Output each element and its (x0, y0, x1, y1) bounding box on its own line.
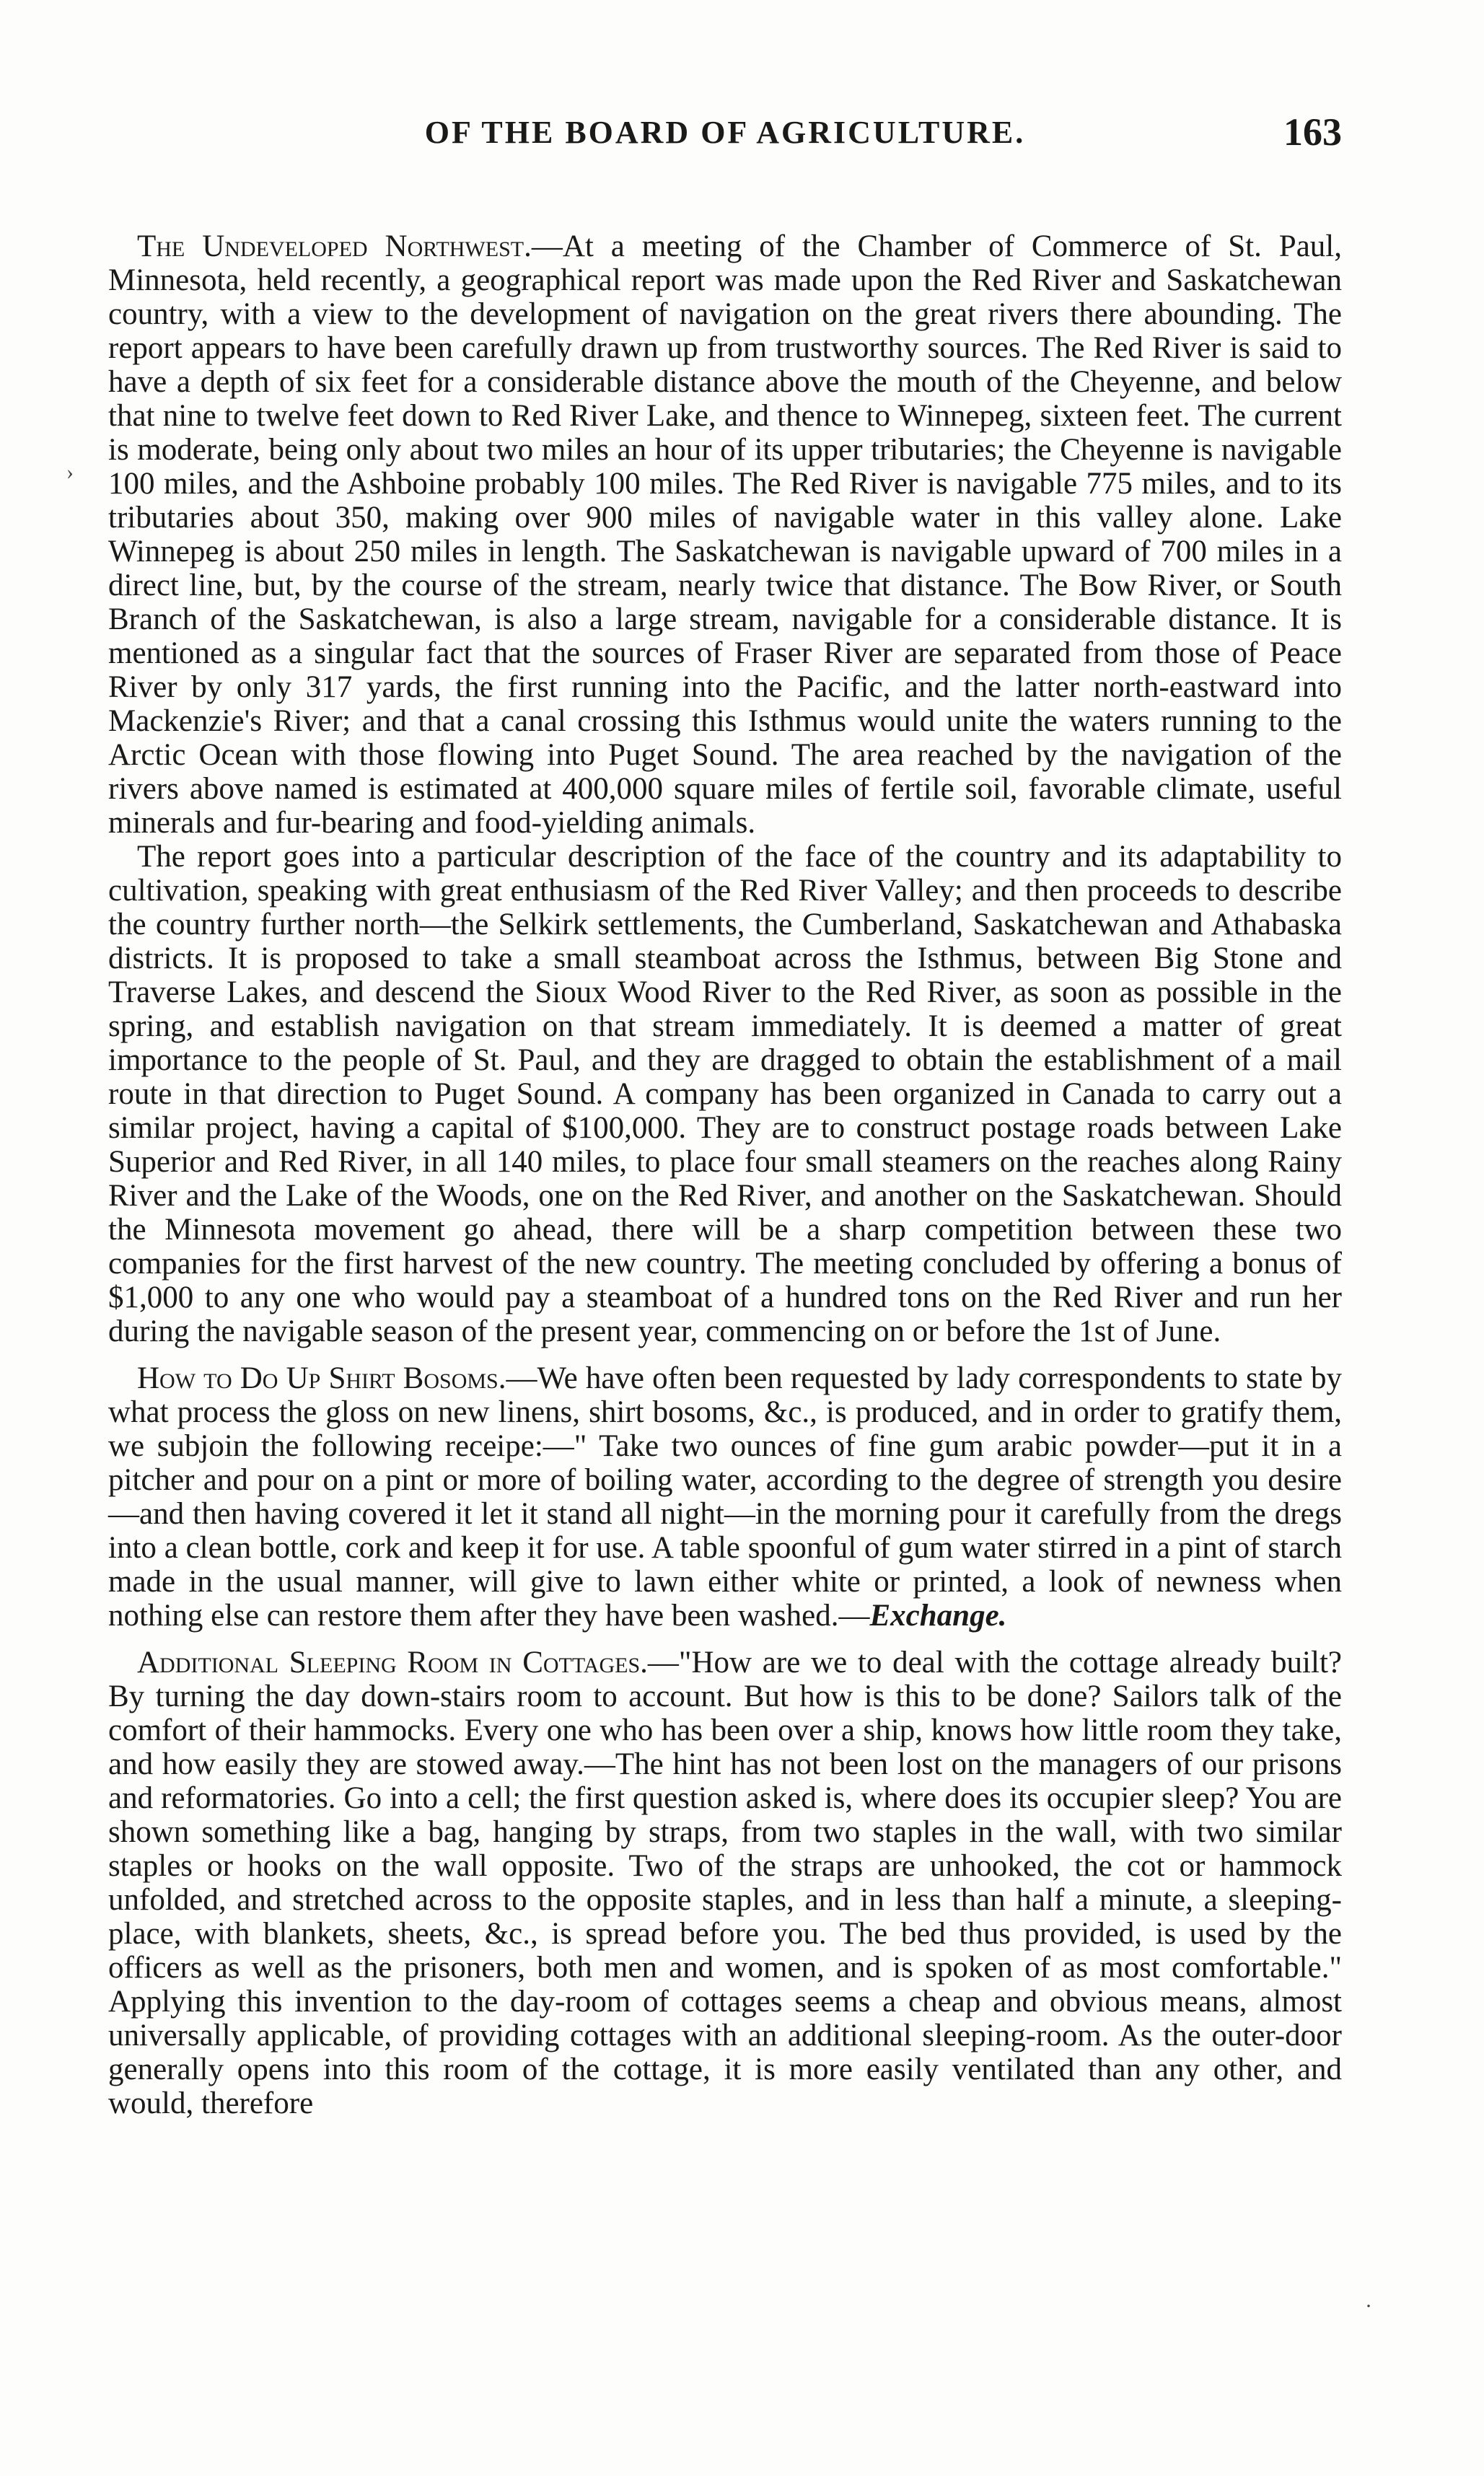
body-text (108, 229, 1342, 2133)
article-paragraph (108, 1361, 1342, 1633)
margin-mark: › (66, 460, 74, 484)
article-shirt-bosoms (108, 1361, 1342, 1633)
article-paragraph (108, 1646, 1342, 2120)
article-headline: Additional Sleeping Room in Cottages. (137, 1646, 648, 1680)
article-paragraph (108, 229, 1342, 840)
article-undeveloped-northwest (108, 229, 1342, 1348)
paragraph-text: —At a meeting of the Chamber of Commerce of St. Paul, Minnesota, held recently, a geographical report was made upon the Red River and Saskatchewan country, with a view to the development of navigation on the great rivers there abounding. The report appears to have been carefully drawn up from trustworthy sources. The Red River is said to have a depth of six feet for a considerable distance above the mouth of the Cheyenne, and below that nine to twelve feet down to Red River Lake, and thence to Winnepeg, sixteen feet. The current is moderate, being only about two miles an hour of its upper tributaries; the Cheyenne is navigable 100 miles, and the Ashboine probably 100 miles. The Red River is navigable 775 miles, and to its tributaries about 350, making over 900 miles of navigable water in this valley alone. Lake Winnepeg is about 250 miles in length. The Saskatchewan is navigable upward of 700 miles in a direct line, but, by the course of the stream, nearly twice that distance. The Bow River, or South Branch of the Saskatchewan, is also a large stream, navigable for a considerable distance. It is mentioned as a singular fact that the sources of Fraser River are separated from those of Peace River by only 317 yards, the first running into the Pacific, and the latter north-eastward into Mackenzie's River; and that a canal crossing this Isthmus would unite the waters running to the Arctic Ocean with those flowing into Puget Sound. The area reached by the navigation of the rivers above named is estimated at 400,000 square miles of fertile soil, favorable climate, useful minerals and fur-bearing and food-yielding animals. (108, 229, 1342, 840)
article-headline: The Undeveloped Northwest. (137, 229, 532, 263)
paragraph-text: —We have often been requested by lady correspondents to state by what process the gloss on new linens, shirt bosoms, &c., is produced, and in order to gratify them, we subjoin the following receipe:—" Take two ounces of fine gum arabic powder—put it in a pitcher and pour on a pint or more of boiling water, according to the degree of strength you desire—and then having covered it let it stand all night—in the morning pour it carefully from the dregs into a clean bottle, cork and keep it for use. A table spoonful of gum water stirred in a pint of starch made in the usual manner, will give to lawn either white or printed, a look of newness when nothing else can restore them after they have been washed.— (108, 1361, 1342, 1633)
article-headline: How to Do Up Shirt Bosoms. (137, 1361, 506, 1395)
article-paragraph: The report goes into a particular description of the face of the country and its adaptability to cultivation, speaking with great enthusiasm of the Red River Valley; and then proceeds to describe the country further north—the Selkirk settlements, the Cumberland, Saskatchewan and Athabaska districts. It is proposed to take a small steamboat across the Isthmus, between Big Stone and Traverse Lakes, and descend the Sioux Wood River to the Red River, as soon as possible in the spring, and establish navigation on that stream immediately. It is deemed a matter of great importance to the people of St. Paul, and they are dragged to obtain the establishment of a mail route in that direction to Puget Sound. A company has been organized in Canada to carry out a similar project, having a capital of $100,000. They are to construct postage roads between Lake Superior and Red River, in all 140 miles, to place four small steamers on the reaches along Rainy River and the Lake of the Woods, one on the Red River, and another on the Saskatchewan. Should the Minnesota movement go ahead, there will be a sharp competition between these two companies for the first harvest of the new country. The meeting concluded by offering a bonus of $1,000 to any one who would pay a steamboat of a hundred tons on the Red River and run her during the navigable season of the present year, commencing on or before the 1st of June. (108, 840, 1342, 1348)
margin-mark: · (1365, 2294, 1372, 2318)
source-signature: Exchange. (869, 1599, 1007, 1633)
page-number: 163 (1283, 110, 1342, 154)
paragraph-text: —"How are we to deal with the cottage already built? By turning the day down-stairs room to account. But how is this to be done? Sailors talk of the comfort of their hammocks. Every one who has been over a ship, knows how little room they take, and how easily they are stowed away.—The hint has not been lost on the managers of our prisons and reformatories. Go into a cell; the first question asked is, where does its occupier sleep? You are shown something like a bag, hanging by straps, from two staples in the wall, with two similar staples or hooks on the wall opposite. Two of the straps are unhooked, the cot or hammock unfolded, and stretched across to the opposite staples, and in less than half a minute, a sleeping-place, with blankets, sheets, &c., is spread before you. The bed thus provided, is used by the officers as well as the prisoners, both men and women, and is spoken of as most comfortable." Applying this invention to the day-room of cottages seems a cheap and obvious means, almost universally applicable, of providing cottages with an additional sleeping-room. As the outer-door generally opens into this room of the cottage, it is more easily ventilated than any other, and would, therefore (108, 1646, 1342, 2120)
article-sleeping-room (108, 1646, 1342, 2120)
running-title: OF THE BOARD OF AGRICULTURE. (424, 115, 1026, 150)
running-head (108, 110, 1342, 172)
